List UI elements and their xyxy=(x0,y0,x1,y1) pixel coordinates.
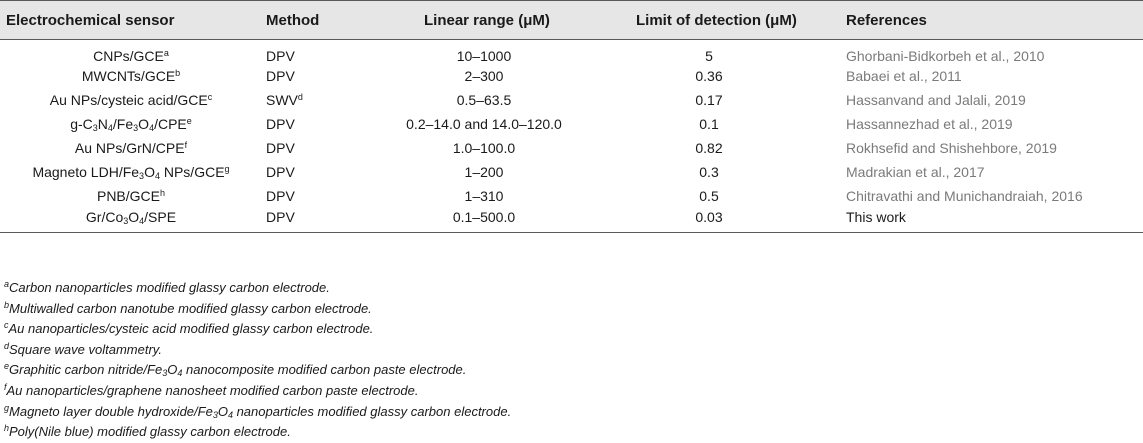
method-text: DPV xyxy=(266,48,295,64)
footnote-text: Au nanoparticles/graphene nanosheet modified carbon paste electrode. xyxy=(6,382,419,398)
cell-sensor xyxy=(0,112,262,136)
sensor-text: Au NPs/GrN/CPE xyxy=(74,140,185,156)
reference-link[interactable]: Ghorbani-Bidkorbeh et al., 2010 xyxy=(846,48,1045,64)
sensor-text: /SPE xyxy=(144,208,177,225)
sensor-text: Gr/Co xyxy=(85,208,124,225)
cell-linear-range: 1.0–100.0 xyxy=(452,140,516,156)
sensor-text: /CPE xyxy=(154,116,187,132)
footnote xyxy=(4,299,511,320)
table-row xyxy=(0,64,1143,88)
sensor-text: O xyxy=(144,164,155,180)
cell-sensor xyxy=(0,184,262,208)
footnotes xyxy=(4,278,511,443)
sensor-superscript: f xyxy=(184,140,188,150)
method-superscript: d xyxy=(297,92,303,102)
method-text: SWV xyxy=(266,92,298,108)
footnote xyxy=(4,402,511,423)
footnote-subscript: 3 xyxy=(212,409,218,420)
table-row xyxy=(0,184,1143,208)
cell-reference: This work xyxy=(842,208,1143,232)
footnote-superscript: e xyxy=(4,361,10,372)
footnote-superscript: h xyxy=(4,423,10,434)
reference-link[interactable]: Hassanvand and Jalali, 2019 xyxy=(846,92,1026,108)
method-text: DPV xyxy=(266,208,295,225)
sensor-superscript: b xyxy=(175,68,181,78)
method-text: DPV xyxy=(266,116,295,132)
cell-linear-range: 1–310 xyxy=(464,188,504,204)
footnote-superscript: b xyxy=(4,299,10,310)
cell-sensor xyxy=(0,208,262,232)
footnote xyxy=(4,381,511,402)
cell-method xyxy=(262,184,362,208)
sensor-superscript: h xyxy=(160,188,166,198)
sensor-subscript: 3 xyxy=(92,123,98,133)
sensor-superscript: e xyxy=(186,116,192,126)
sensor-superscript: g xyxy=(224,164,230,174)
sensor-text: Au NPs/cysteic acid/GCE xyxy=(49,92,208,108)
footnote-text: Carbon nanoparticles modified glassy carbon electrode. xyxy=(9,280,330,295)
sensor-text: g-C xyxy=(70,116,93,132)
cell-sensor xyxy=(0,136,262,160)
header-row xyxy=(0,1,1143,40)
footnote-text: O xyxy=(167,362,178,378)
reference-link[interactable]: Babaei et al., 2011 xyxy=(846,68,962,84)
cell-sensor xyxy=(0,88,262,112)
footnote-superscript: g xyxy=(4,402,10,413)
cell-method xyxy=(262,112,362,136)
reference-link[interactable]: Hassannezhad et al., 2019 xyxy=(846,116,1013,132)
header-limit-of-detection: Limit of detection (μM) xyxy=(606,1,842,40)
footnote xyxy=(4,319,511,340)
table-body xyxy=(0,40,1143,233)
sensor-subscript: 4 xyxy=(139,215,145,226)
table-row xyxy=(0,208,1143,232)
sensor-text: NPs/GCE xyxy=(159,164,225,180)
cell-limit-of-detection: 0.3 xyxy=(699,164,719,180)
sensor-text: N xyxy=(97,116,108,132)
footnote xyxy=(4,278,511,299)
cell-linear-range: 0.1–500.0 xyxy=(362,208,606,232)
footnote xyxy=(4,422,511,443)
cell-method xyxy=(262,64,362,88)
cell-linear-range: 0.5–63.5 xyxy=(456,92,512,108)
header-references: References xyxy=(842,1,1143,40)
table-row xyxy=(0,160,1143,184)
method-text: DPV xyxy=(266,140,295,156)
footnote-text: Graphitic carbon nitride/Fe xyxy=(9,362,163,378)
sensor-text: PNB/GCE xyxy=(96,188,160,204)
method-text: DPV xyxy=(266,164,295,180)
cell-linear-range: 0.2–14.0 and 14.0–120.0 xyxy=(406,116,562,132)
footnote-text: Poly(Nile blue) modified glassy carbon electrode. xyxy=(9,424,291,440)
table-row xyxy=(0,112,1143,136)
sensor-subscript: 3 xyxy=(139,171,145,181)
footnote-superscript: c xyxy=(4,320,9,331)
cell-limit-of-detection: 0.82 xyxy=(695,140,723,156)
footnote-subscript: 4 xyxy=(177,368,183,379)
method-text: DPV xyxy=(266,68,295,84)
cell-sensor xyxy=(0,64,262,88)
cell-method xyxy=(262,160,362,184)
header-method: Method xyxy=(262,1,362,40)
sensor-superscript: a xyxy=(163,48,169,58)
reference-link[interactable]: Madrakian et al., 2017 xyxy=(846,164,985,180)
footnote-subscript: 3 xyxy=(162,368,168,379)
footnote xyxy=(4,340,511,361)
footnote-text: Au nanoparticles/cysteic acid modified glassy carbon electrode. xyxy=(8,321,374,337)
cell-limit-of-detection: 0.5 xyxy=(699,188,719,204)
footnote-text: nanocomposite modified carbon paste electrode. xyxy=(182,362,467,378)
sensor-subscript: 4 xyxy=(107,123,113,133)
reference-link[interactable]: Chitravathi and Munichandraiah, 2016 xyxy=(846,188,1083,204)
footnote-text: nanoparticles modified glassy carbon electrode. xyxy=(232,403,512,419)
sensor-text: MWCNTs/GCE xyxy=(81,68,176,84)
cell-limit-of-detection: 0.17 xyxy=(695,92,723,108)
sensor-text: /Fe xyxy=(112,116,134,132)
footnote-superscript: d xyxy=(4,340,10,351)
header-linear-range: Linear range (μM) xyxy=(362,1,606,40)
sensor-text: Magneto LDH/Fe xyxy=(32,164,140,180)
cell-linear-range: 10–1000 xyxy=(456,48,512,64)
cell-method xyxy=(262,208,362,232)
sensor-superscript: c xyxy=(207,92,213,102)
sensor-subscript: 4 xyxy=(149,123,155,133)
cell-method xyxy=(262,88,362,112)
cell-limit-of-detection: 5 xyxy=(705,48,713,64)
cell-limit-of-detection: 0.03 xyxy=(606,208,842,232)
cell-linear-range: 1–200 xyxy=(464,164,504,180)
cell-limit-of-detection: 0.36 xyxy=(695,68,723,84)
sensor-text: O xyxy=(138,116,150,132)
sensor-subscript: 4 xyxy=(154,171,160,181)
cell-sensor xyxy=(0,160,262,184)
sensor-text: CNPs/GCE xyxy=(93,48,164,64)
table-row xyxy=(0,40,1143,65)
reference-link[interactable]: Rokhsefid and Shishehbore, 2019 xyxy=(846,140,1057,156)
footnote xyxy=(4,360,511,381)
sensor-subscript: 3 xyxy=(133,123,139,133)
sensor-subscript: 3 xyxy=(123,215,129,226)
sensor-text: O xyxy=(128,208,140,225)
cell-linear-range: 2–300 xyxy=(464,68,504,84)
footnote-superscript: a xyxy=(4,279,10,289)
footnote-text: O xyxy=(217,403,228,419)
cell-limit-of-detection: 0.1 xyxy=(699,116,719,132)
cell-method xyxy=(262,40,362,65)
cell-sensor xyxy=(0,40,262,65)
footnote-text: Multiwalled carbon nanotube modified glassy carbon electrode. xyxy=(9,300,372,316)
table-row xyxy=(0,88,1143,112)
footnote-superscript: f xyxy=(4,381,7,392)
cell-method xyxy=(262,136,362,160)
table-row xyxy=(0,136,1143,160)
header-sensor: Electrochemical sensor xyxy=(0,1,262,40)
footnote-text: Magneto layer double hydroxide/Fe xyxy=(9,403,213,419)
footnote-subscript: 4 xyxy=(227,409,233,420)
footnote-text: Square wave voltammetry. xyxy=(9,341,162,357)
method-text: DPV xyxy=(266,188,295,204)
